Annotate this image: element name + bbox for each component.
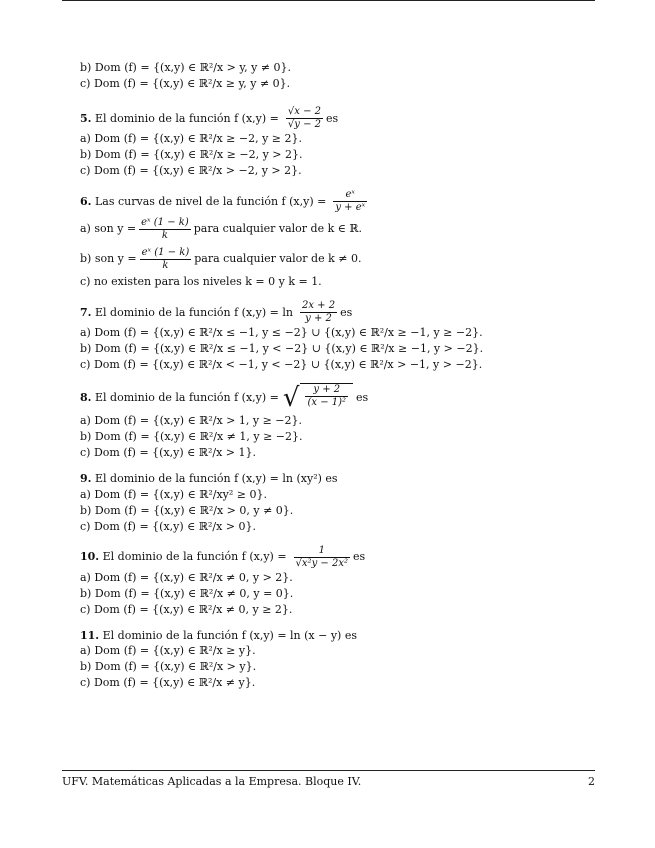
- fraction-denominator: y + 2: [305, 313, 332, 324]
- option-suffix: para cualquier valor de k ≠ 0.: [194, 252, 362, 266]
- question-stem: [80, 628, 540, 644]
- question-text: El dominio de la función f (x,y) =: [94, 111, 279, 125]
- question-number: 6.: [80, 194, 92, 208]
- option-a: a) Dom (f) = {(x,y) ∈ ℝ²/x ≤ −1, y ≤ −2} ∪ {(x,y) ∈ ℝ²/x ≥ −1, y ≥ −2}.: [80, 326, 483, 340]
- question-suffix: es: [352, 550, 366, 564]
- option-a: a) Dom (f) = {(x,y) ∈ ℝ²/x ≠ 0, y > 2}.: [80, 570, 293, 584]
- question-number: 11.: [80, 628, 100, 642]
- question-5: [80, 106, 540, 179]
- fraction-numerator: y + 2: [313, 384, 341, 395]
- option-c: c) Dom (f) = {(x,y) ∈ ℝ²/x > 1}.: [80, 446, 256, 460]
- question-text: El dominio de la función f (x,y) = ln (xy²) es: [94, 472, 338, 485]
- question-suffix: es: [326, 111, 339, 125]
- question-9: [80, 471, 540, 535]
- option-prefix: b) son y =: [80, 252, 137, 266]
- question-6: [80, 189, 540, 290]
- question-number: 9.: [80, 472, 92, 485]
- option-c: c) Dom (f) = {(x,y) ∈ ℝ²/x ≠ y}.: [80, 676, 256, 690]
- option-c: c) Dom (f) = {(x,y) ∈ ℝ²/x > −2, y > 2}.: [80, 164, 302, 178]
- option-c: c) no existen para los niveles k = 0 y k = 1.: [80, 275, 322, 289]
- radical-sign: √: [282, 383, 300, 413]
- question-text: El dominio de la función f (x,y) = ln (x − y) es: [102, 628, 357, 642]
- fraction-denominator: (x − 1)²: [307, 397, 347, 408]
- question-8: [80, 383, 540, 461]
- fraction-numerator: √x − 2: [287, 106, 322, 117]
- option-c: c) Dom (f) = {(x,y) ∈ ℝ²/x > 0}.: [80, 519, 256, 533]
- option-c: c) Dom (f) = {(x,y) ∈ ℝ²/x ≥ y, y ≠ 0}.: [80, 77, 291, 91]
- square-root: [283, 383, 353, 413]
- question-stem: [80, 106, 540, 131]
- fraction-denominator: √x²y − 2x²: [295, 557, 348, 569]
- fraction-numerator: 2x + 2: [301, 300, 336, 311]
- header-rule: [62, 0, 595, 1]
- question-stem: [80, 189, 540, 214]
- footer-text: UFV. Matemáticas Aplicadas a la Empresa. Bloque IV.: [62, 775, 362, 788]
- question-number: 7.: [80, 305, 92, 319]
- fraction: [294, 545, 350, 570]
- page-footer: [62, 775, 595, 788]
- exercise-list: [80, 60, 540, 691]
- radicand: x²y − 2x²: [301, 557, 348, 569]
- option-a: a) Dom (f) = {(x,y) ∈ ℝ²/x ≥ −2, y ≥ 2}.: [80, 132, 303, 146]
- question-text: El dominio de la función f (x,y) =: [102, 550, 287, 564]
- fraction-denominator: k: [161, 229, 168, 241]
- question-text: Las curvas de nivel de la función f (x,y) =: [94, 194, 327, 208]
- option-suffix: para cualquier valor de k ∈ ℝ.: [193, 222, 363, 236]
- question-stem: [80, 545, 540, 570]
- option-prefix: a) son y =: [80, 222, 137, 236]
- option-a: a) Dom (f) = {(x,y) ∈ ℝ²/xy² ≥ 0}.: [80, 487, 267, 501]
- option-c: c) Dom (f) = {(x,y) ∈ ℝ²/x < −1, y < −2} ∪ {(x,y) ∈ ℝ²/x > −1, y > −2}.: [80, 358, 483, 372]
- option-b: b) Dom (f) = {(x,y) ∈ ℝ²/x > y}.: [80, 660, 257, 674]
- option-b: b) Dom (f) = {(x,y) ∈ ℝ²/x ≤ −1, y < −2} ∪ {(x,y) ∈ ℝ²/x ≥ −1, y > −2}.: [80, 342, 484, 356]
- option-a: [80, 214, 540, 244]
- question-11: [80, 628, 540, 692]
- option-a: a) Dom (f) = {(x,y) ∈ ℝ²/x ≥ y}.: [80, 644, 256, 658]
- option-b: b) Dom (f) = {(x,y) ∈ ℝ²/x ≠ 1, y ≥ −2}.: [80, 430, 303, 444]
- fraction-numerator: eˣ (1 − k): [141, 216, 189, 228]
- fraction: [333, 189, 367, 214]
- fraction: [286, 106, 323, 131]
- option-b: b) Dom (f) = {(x,y) ∈ ℝ²/x > 0, y ≠ 0}.: [80, 503, 294, 517]
- question-number: 8.: [80, 391, 92, 405]
- question-suffix: es: [356, 391, 369, 405]
- fraction-numerator: 1: [318, 544, 325, 556]
- question-stem: [80, 300, 540, 325]
- question-stem: [80, 383, 540, 413]
- question-7: [80, 300, 540, 373]
- question-4-tail: [80, 60, 540, 92]
- option-b: b) Dom (f) = {(x,y) ∈ ℝ²/x ≠ 0, y = 0}.: [80, 586, 294, 600]
- fraction: [140, 247, 192, 272]
- fraction: [305, 384, 348, 409]
- fraction-denominator: k: [162, 259, 169, 271]
- option-c: c) Dom (f) = {(x,y) ∈ ℝ²/x ≠ 0, y ≥ 2}.: [80, 602, 293, 616]
- fraction-numerator: eˣ: [345, 189, 355, 200]
- question-10: [80, 545, 540, 618]
- fraction-numerator: eˣ (1 − k): [141, 246, 190, 258]
- page-number: 2: [588, 775, 595, 788]
- fraction-denominator: y + eˣ: [335, 202, 366, 213]
- question-number: 10.: [80, 550, 100, 564]
- question-number: 5.: [80, 111, 92, 125]
- question-text: El dominio de la función f (x,y) =: [94, 391, 279, 405]
- question-text: El dominio de la función f (x,y) = ln: [94, 305, 293, 319]
- option-b: [80, 244, 540, 274]
- question-suffix: es: [340, 305, 353, 319]
- option-a: a) Dom (f) = {(x,y) ∈ ℝ²/x > 1, y ≥ −2}.: [80, 414, 303, 428]
- fraction: [300, 300, 337, 325]
- radicand: [300, 383, 353, 413]
- option-b: b) Dom (f) = {(x,y) ∈ ℝ²/x ≥ −2, y > 2}.: [80, 148, 303, 162]
- fraction-denominator: √y − 2: [287, 119, 322, 130]
- question-stem: [80, 471, 540, 487]
- fraction: [139, 217, 191, 242]
- option-b: b) Dom (f) = {(x,y) ∈ ℝ²/x > y, y ≠ 0}.: [80, 61, 292, 75]
- footer-rule: [62, 770, 595, 771]
